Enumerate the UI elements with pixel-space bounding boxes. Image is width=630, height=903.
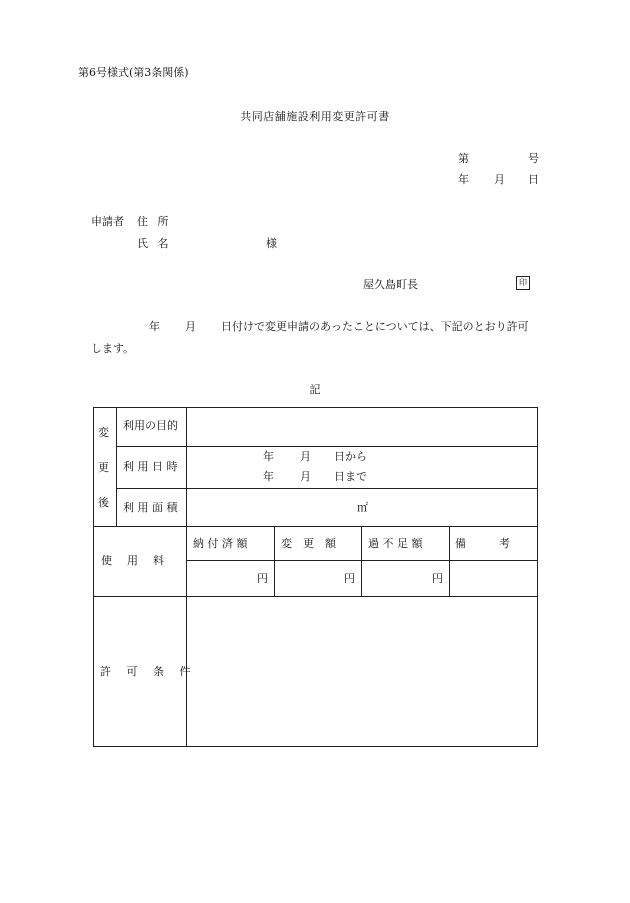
table-line xyxy=(186,407,187,747)
fee-yen-change: 円 xyxy=(344,572,355,585)
datetime-from-month: 月 xyxy=(300,450,311,463)
henko-char-1: 変 xyxy=(98,426,109,439)
datetime-to-year: 年 xyxy=(263,470,274,483)
form-number-label: 第6号様式(第3条関係) xyxy=(78,66,189,79)
table-top-border xyxy=(93,407,537,408)
applicant-label: 申請者 xyxy=(91,215,124,228)
name-label: 氏 名 xyxy=(137,237,172,250)
ki-heading: 記 xyxy=(309,383,321,396)
seal-mark: 印 xyxy=(516,276,530,290)
conditions-label: 許 可 条 件 xyxy=(100,665,197,678)
table-line xyxy=(361,526,362,596)
issuer-title: 屋久島町長 xyxy=(363,278,418,291)
doc-date-year: 年 xyxy=(458,173,469,186)
fee-col-change: 変 更 額 xyxy=(281,537,336,550)
document-title: 共同店舗施設利用変更許可書 xyxy=(240,110,390,123)
table-line xyxy=(116,488,537,489)
doc-date-day: 日 xyxy=(528,173,539,186)
table-line xyxy=(116,446,537,447)
address-label: 住 所 xyxy=(137,215,172,228)
datetime-to-day: 日まで xyxy=(334,470,367,483)
fee-label: 使 用 料 xyxy=(101,554,166,567)
henko-char-3: 後 xyxy=(98,496,109,509)
table-line xyxy=(116,407,117,526)
fee-yen-paid: 円 xyxy=(257,572,268,585)
area-label: 利 用 面 積 xyxy=(123,501,178,514)
body-text: 日付けで変更申請のあったことについては、下記のとおり許可 xyxy=(221,320,529,333)
fee-col-paid: 納 付 済 額 xyxy=(193,537,248,550)
table-line xyxy=(449,526,450,596)
henko-char-2: 更 xyxy=(98,461,109,474)
datetime-from-day: 日から xyxy=(334,450,367,463)
doc-date-month: 月 xyxy=(494,173,505,186)
datetime-from-year: 年 xyxy=(263,450,274,463)
body-line-2: します。 xyxy=(91,342,135,355)
table-bottom-border xyxy=(93,746,538,747)
honorific-sama: 様 xyxy=(266,237,277,250)
table-left-border xyxy=(93,407,94,747)
fee-col-diff: 過 不 足 額 xyxy=(368,537,423,550)
doc-number-dai: 第 xyxy=(458,152,469,165)
fee-yen-diff: 円 xyxy=(432,572,443,585)
datetime-label: 利 用 日 時 xyxy=(123,460,178,473)
doc-number-go: 号 xyxy=(528,152,539,165)
datetime-to-month: 月 xyxy=(300,470,311,483)
table-line xyxy=(274,526,275,596)
fee-col-remarks: 備 考 xyxy=(455,537,510,550)
purpose-label: 利用の目的 xyxy=(123,419,178,432)
body-month: 月 xyxy=(185,320,196,333)
table-line xyxy=(93,596,537,597)
table-right-border xyxy=(537,407,538,747)
table-line xyxy=(93,526,537,527)
body-year: 年 xyxy=(149,320,160,333)
area-unit: ㎡ xyxy=(357,501,368,514)
